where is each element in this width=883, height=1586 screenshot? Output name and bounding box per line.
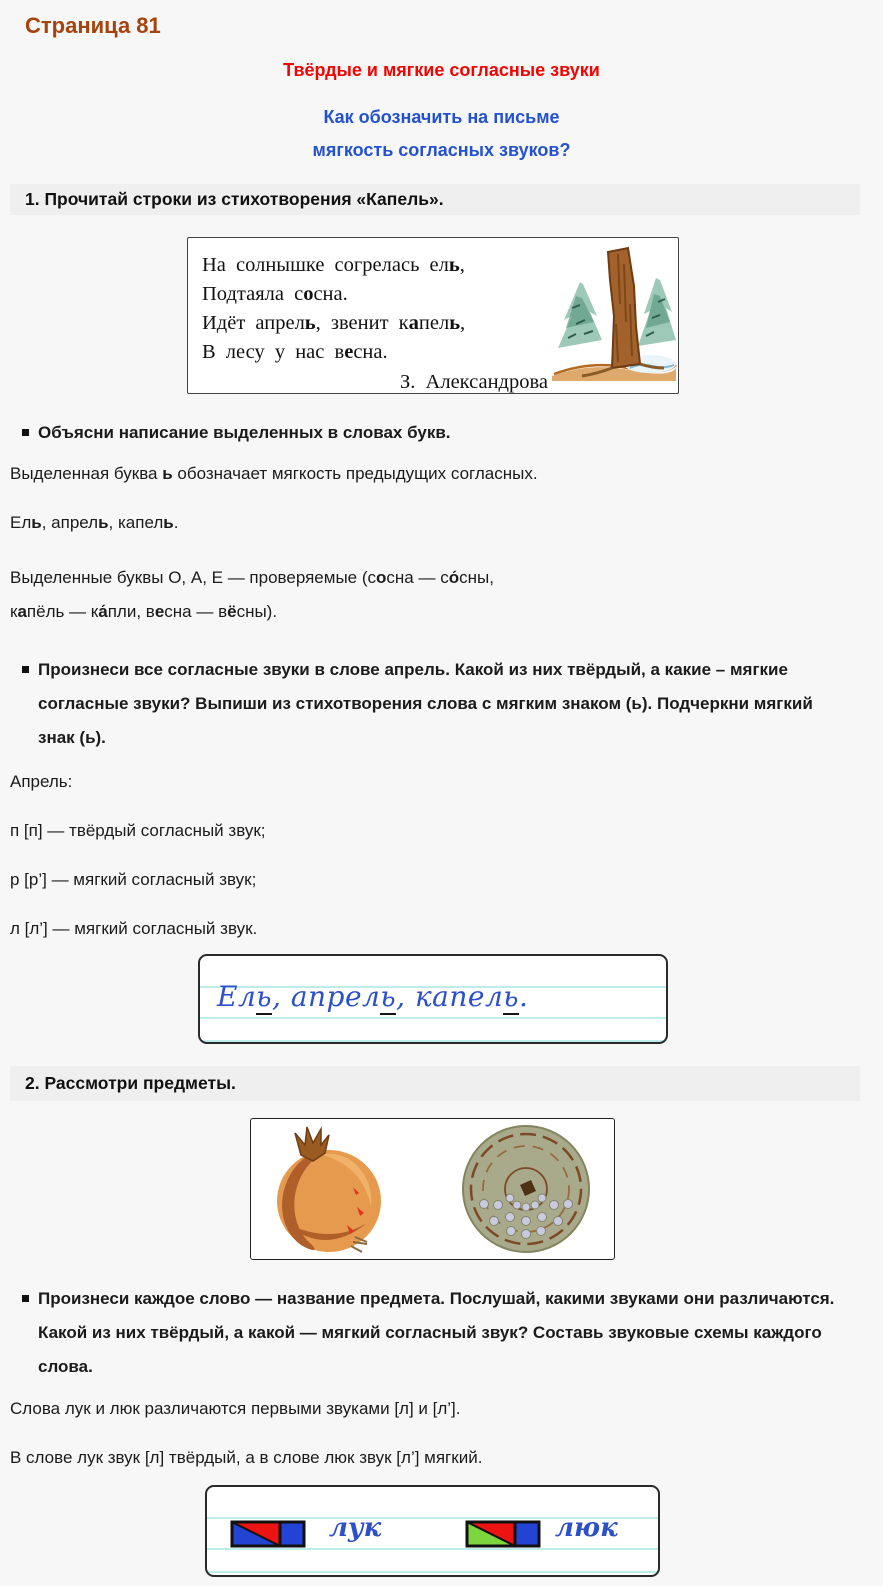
section2-heading: 2. Рассмотри предметы. (10, 1066, 860, 1101)
poem-text (188, 238, 550, 393)
section1-heading: 1. Прочитай строки из стихотворения «Капель». (10, 184, 860, 215)
objects-picture-box (250, 1118, 615, 1260)
handwritten-word-luk: лук (329, 1513, 382, 1543)
handwriting-box-schemes (205, 1485, 660, 1577)
sound-line-p: п [п] — твёрдый согласный звук; (10, 821, 266, 840)
answer-checked-vowels (10, 561, 840, 629)
handwritten-word-lyuk: люк (555, 1513, 618, 1543)
answer-hard-soft: В слове лук звук [л] твёрдый, а в слове люк звук [л’] мягкий. (10, 1448, 483, 1467)
poem-box (187, 237, 679, 394)
task-compare-words (22, 1282, 883, 1384)
word-intro: Апрель: (10, 772, 73, 791)
pine-tree-illustration (550, 244, 678, 382)
sound-line-l: л [л’] — мягкий согласный звук. (10, 919, 258, 938)
page-title: Страница 81 (25, 13, 161, 38)
page (0, 13, 883, 1577)
task-explain-letters (22, 422, 883, 443)
task-pronounce-sounds (22, 653, 883, 755)
bullet-square-icon (22, 429, 29, 436)
poem-line-3: Идёт апрель, звенит капель, (202, 312, 466, 334)
poem-line-4: В лесу у нас весна. (202, 341, 388, 363)
handwriting-words: Ель, апрель, капель. (217, 980, 529, 1013)
sound-line-r: р [р’] — мягкий согласный звук; (10, 870, 257, 889)
lyuk-final-consonant-cell (515, 1522, 539, 1546)
sound-scheme-luk (230, 1520, 306, 1548)
bullet-square-icon (22, 1295, 29, 1302)
poem-line-1: На солнышке согрелась ель, (202, 254, 465, 276)
task-pronounce-sounds-text: Произнеси все согласные звуки в слове апрель. Какой из них твёрдый, а какие – мягкие согласные звуки? Выпиши из стихотворения слова с мягким знаком (ь). Подчеркни мягкий знак (ь). (38, 660, 813, 747)
question-title-line2: мягкость согласных звуков? (312, 140, 571, 160)
poem-author: З. Александрова (400, 371, 548, 393)
answer-soft-sign: Выделенная буква ь обозначает мягкость предыдущих согласных. (10, 464, 538, 483)
answer-first-sounds: Слова лук и люк различаются первыми звуками [л] и [л’]. (10, 1399, 461, 1418)
task-explain-letters-text: Объясни написание выделенных в словах букв. (38, 423, 451, 442)
manhole-cover-illustration (448, 1123, 606, 1255)
task-compare-words-text: Произнеси каждое слово — название предмета. Послушай, какими звуками они различаются. Какой из них твёрдый, а какой — мягкий согласный звук? Составь звуковые схемы каждого слова. (38, 1289, 835, 1376)
answer-words-with-soft-sign: Ель, апрель, капель. (10, 513, 179, 532)
topic-title: Твёрдые и мягкие согласные звуки (283, 60, 600, 80)
onion-illustration (267, 1123, 392, 1255)
answer-checked-vowels-line2: капёль — ка́пли, весна — вёсны). (10, 602, 278, 621)
handwriting-box-words (198, 954, 668, 1044)
sound-scheme-lyuk (465, 1520, 541, 1548)
luk-final-consonant-cell (280, 1522, 304, 1546)
bullet-square-icon (22, 666, 29, 673)
question-title-line1: Как обозначить на письме (323, 107, 560, 127)
poem-line-2: Подтаяла сосна. (202, 283, 348, 305)
answer-checked-vowels-line1: Выделенные буквы О, А, Е — проверяемые (сосна — со́сны, (10, 568, 494, 587)
